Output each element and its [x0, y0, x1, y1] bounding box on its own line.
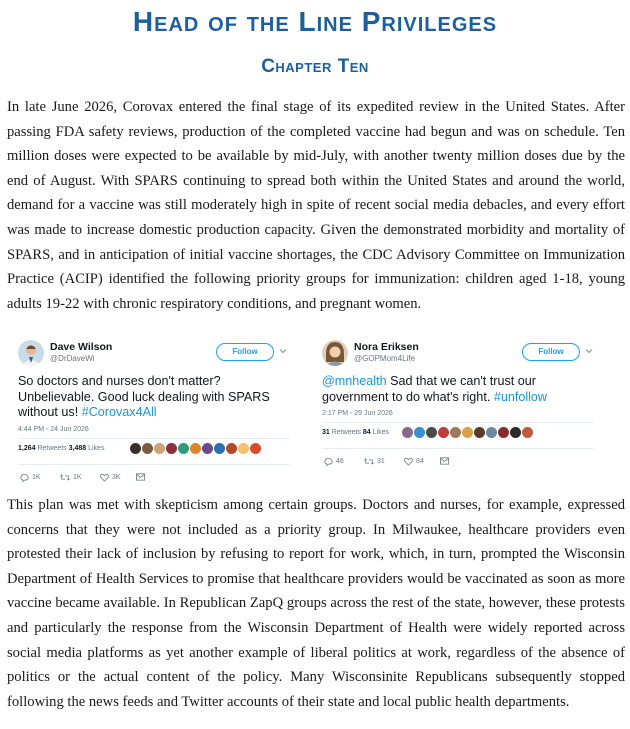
reply-count: 46 [336, 458, 344, 465]
liker-avatar[interactable] [402, 427, 413, 438]
liker-avatar[interactable] [438, 427, 449, 438]
message-button[interactable] [136, 473, 148, 481]
tweet-card [322, 338, 594, 478]
tweet-stats [322, 429, 594, 443]
hashtag-link[interactable]: #unfollow [493, 389, 548, 404]
liker-avatar[interactable] [486, 427, 497, 438]
liker-avatar[interactable] [202, 443, 213, 454]
heart-icon [404, 457, 413, 466]
paragraph-response: This plan was met with skepticism among certain groups. Doctors and nurses, for example, expressed concerns that they were not included as a priority group. In Milwaukee, healthcare providers even protested their lack of inclusion by refusing to report for work, which, in turn, prompted the Wisconsin Department of Health Services to promise that healthcare providers would be vaccinated as soon as more vaccine became available. In Republican ZapQ groups across the rest of the state, however, these protests and particularly the response from the Wisconsin Department of Health were widely reported across social media platforms as yet another example of liberal politics at work, regardless of the absence of politics or the actual content of the policy. Many Wisconsinite Republicans subsequently stopped following the news feeds and Twitter accounts of their state and local public health departments. [7, 497, 625, 710]
retweet-icon [364, 457, 374, 466]
display-name[interactable]: Nora Eriksen [354, 341, 419, 353]
like-count[interactable]: 84 [362, 429, 371, 436]
retweet-icon [60, 473, 70, 482]
liker-avatar[interactable] [474, 427, 485, 438]
liker-avatar[interactable] [178, 443, 189, 454]
tweet-author[interactable] [354, 341, 419, 364]
hashtag-link[interactable]: #Corovax4All [81, 405, 157, 419]
like-button[interactable] [100, 473, 121, 482]
liker-avatar[interactable] [414, 427, 425, 438]
tweet-timestamp[interactable]: 4:44 PM - 24 Jun 2026 [18, 425, 89, 433]
liker-avatar[interactable] [214, 443, 225, 454]
tweet-timestamp[interactable]: 2:17 PM - 29 Jun 2026 [322, 410, 393, 417]
tweet-header [322, 338, 594, 368]
liker-avatars [402, 427, 534, 438]
heart-icon [100, 473, 109, 482]
tweet-author[interactable] [50, 341, 112, 364]
divider [18, 464, 290, 465]
retweet-count[interactable]: 31 [322, 429, 330, 436]
divider [322, 422, 594, 423]
like-count[interactable]: 3,488 [68, 444, 87, 452]
liker-avatar[interactable] [154, 443, 165, 454]
tweet-header [18, 338, 290, 368]
retweet-button[interactable] [60, 473, 82, 482]
tweet-card [18, 338, 290, 481]
mention-link[interactable]: @mnhealth [322, 374, 387, 388]
liker-avatars [130, 443, 262, 454]
tweet-text-body: Sad that we can't trust our government to do what's right. [322, 374, 537, 404]
message-button[interactable] [440, 457, 452, 465]
liker-avatar[interactable] [250, 443, 261, 454]
liker-avatar[interactable] [166, 443, 177, 454]
liker-avatar[interactable] [510, 427, 521, 438]
reply-icon [20, 473, 29, 482]
reply-button[interactable] [324, 457, 344, 466]
liker-avatar[interactable] [522, 427, 533, 438]
liker-avatar[interactable] [498, 427, 509, 438]
liker-avatar[interactable] [190, 443, 201, 454]
tweet-text [322, 374, 594, 405]
tweet-stats [18, 445, 290, 459]
user-handle[interactable]: @GOPMom4Life [354, 354, 416, 363]
like-button[interactable] [404, 457, 424, 466]
divider [322, 448, 594, 449]
envelope-icon [136, 473, 145, 481]
retweets-label: Retweets [37, 444, 67, 452]
liker-avatar[interactable] [142, 443, 153, 454]
tweet-text [18, 374, 290, 421]
liker-avatar[interactable] [462, 427, 473, 438]
reply-button[interactable] [20, 473, 41, 482]
envelope-icon [440, 457, 449, 465]
tweet-text-body: So doctors and nurses don't matter? Unbelievable. Good luck dealing with SPARS without us! [18, 374, 270, 419]
likes-label: Likes [372, 429, 389, 436]
retweet-count-short: 31 [377, 458, 385, 465]
avatar[interactable] [18, 340, 44, 366]
reply-count: 1K [32, 473, 41, 481]
chevron-down-icon[interactable] [278, 346, 288, 356]
user-handle[interactable]: @DrDaveWi [50, 354, 95, 363]
retweet-count-short: 1K [73, 473, 82, 481]
divider [18, 438, 290, 439]
avatar[interactable] [322, 340, 348, 366]
liker-avatar[interactable] [426, 427, 437, 438]
retweet-count[interactable]: 1,264 [18, 444, 36, 452]
chevron-down-icon[interactable] [584, 346, 594, 356]
retweet-button[interactable] [364, 457, 385, 466]
display-name[interactable]: Dave Wilson [50, 341, 113, 353]
likes-label: Likes [88, 444, 105, 452]
chapter-subtitle: Chapter Ten [261, 56, 369, 77]
tweet-actions [18, 473, 290, 485]
like-count-short: 3K [112, 473, 121, 481]
liker-avatar[interactable] [130, 443, 141, 454]
follow-button[interactable]: Follow [216, 343, 274, 361]
like-count-short: 84 [416, 458, 424, 465]
liker-avatar[interactable] [238, 443, 249, 454]
reply-icon [324, 457, 333, 466]
tweet-actions [322, 457, 594, 469]
chapter-title: Head of the Line Privileges [132, 6, 498, 37]
liker-avatar[interactable] [450, 427, 461, 438]
liker-avatar[interactable] [226, 443, 237, 454]
paragraph-intro: In late June 2026, Corovax entered the final stage of its expedited review in the United States. After passing FDA safety reviews, production of the completed vaccine had begun and was on schedule. Ten million doses were expected to be available by mid-July, with another twenty million doses due by the end of August. With SPARS continuing to spread both within the United States and around the world, demand for a vaccine was still moderately high in spite of recent social media debacles, and every effort was made to increase domestic production capacity. Given the demonstrated morbidity and mortality of SPARS, and in anticipation of initial vaccine shortages, the CDC Advisory Committee on Immunization Practice (ACIP) identified the following priority groups for immunization: children aged 1-18, young adults 19-22 with chronic respiratory conditions, and pregnant women. [7, 99, 625, 312]
follow-button[interactable]: Follow [522, 343, 580, 361]
retweets-label: Retweets [331, 429, 361, 436]
